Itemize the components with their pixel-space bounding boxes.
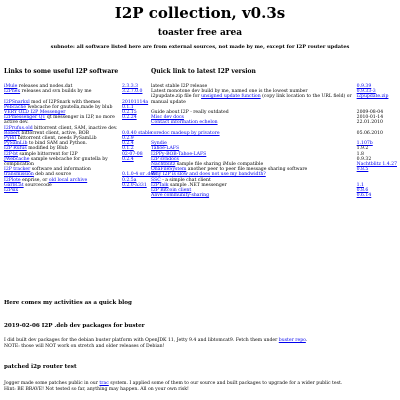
software-info: releases and nodes.dat — [17, 84, 73, 89]
date-text: 2009-08-04 — [356, 110, 384, 116]
software-info: mod of I2PSnark with themes — [29, 99, 101, 105]
version-cell — [357, 94, 397, 104]
quick-link-description — [151, 193, 357, 198]
software-info: deb and source — [33, 172, 72, 178]
quick-link-text: sample .NET messenger — [168, 182, 227, 188]
quick-link[interactable]: SSC — [151, 177, 161, 183]
software-link[interactable]: JWebcache — [4, 156, 30, 162]
version-link[interactable]: 1.1 — [356, 182, 364, 188]
quick-link[interactable]: Syndie — [151, 141, 167, 147]
software-link[interactable]: I2PSnarkxl — [4, 99, 30, 105]
version-link[interactable]: 3.2.7.0.0 — [122, 89, 143, 95]
version-link[interactable]: 0.2.9 — [122, 136, 134, 142]
page-subtitle: toaster free area — [157, 28, 243, 38]
software-link[interactable]: I2P tracker — [4, 167, 31, 173]
software-description — [4, 157, 122, 167]
version-link[interactable]: 0.8.6 — [356, 188, 369, 194]
quick-links-table — [151, 84, 397, 198]
software-link[interactable]: I2P Rufus — [4, 146, 27, 152]
quick-link[interactable]: I2P svndocs — [151, 156, 179, 162]
blog-post-note: Hint: BE BRAVE! Not tested so far, anything may happen. All on your own risk! — [4, 386, 189, 392]
software-info: enprise, or — [20, 177, 49, 183]
quick-link[interactable]: Why I2P is slow and does not use my bandwidth? — [151, 172, 266, 178]
software-info: to bind SAM and Python. — [27, 141, 88, 147]
date-text: 1.9.2 — [356, 146, 369, 152]
quick-link[interactable]: I2PTalk — [151, 182, 169, 188]
quick-link[interactable]: Contact information echelon — [151, 120, 218, 126]
quick-link[interactable]: Alive community-sharing — [151, 193, 210, 199]
software-info: sample bittorrent for I2P — [17, 151, 78, 157]
quick-link-description — [151, 94, 357, 104]
quick-link-text: i2pupdate.zip file for — [151, 94, 202, 100]
blog-post-body — [4, 338, 394, 349]
date-text: 1.8 — [356, 151, 364, 157]
version-link[interactable]: 0.1.0-4 or .deb — [122, 172, 157, 178]
quick-link-text: Guide about I2P - really outdated — [151, 110, 229, 116]
version-link[interactable]: 2.3.3.3 — [122, 84, 139, 89]
version-link[interactable]: 0.2.24 — [122, 115, 137, 121]
quick-link[interactable]: I2PPy-BOB-Tahoe-LAFS — [151, 151, 207, 157]
date-text: 05.06.2010 — [356, 130, 383, 136]
quick-link-text: Latest monotone dev build by me, named one is the lowest number — [151, 89, 308, 95]
blog-post-text: . — [305, 338, 308, 343]
software-info: sample webcache for gnutella by complication — [4, 156, 108, 168]
software-info: qt messenger in I2P, no more active dev. — [4, 115, 115, 126]
version-link[interactable]: 0.0.40 stable — [122, 130, 153, 136]
software-info: releases and svn builds by me — [20, 89, 92, 95]
software-info: modified by Blub — [26, 146, 68, 152]
blog-post-body — [4, 381, 394, 392]
version-link[interactable]: 0.6.14 — [356, 193, 372, 199]
page-title: I2P collection, v0.3s — [114, 4, 286, 22]
quick-link-text: sample file sharing iMule compatible — [175, 162, 264, 168]
left-column-title: Links to some useful I2P software — [4, 68, 119, 75]
blog-post-title: patched i2p router test — [4, 364, 77, 370]
software-info: sourcecode — [23, 182, 52, 188]
software-link[interactable]: I2P-bt — [4, 151, 18, 157]
blog-post-text: Jogger made some patches public in our — [4, 381, 100, 386]
buster-repo-link[interactable]: buster repo — [278, 338, 306, 343]
blog-post-title: 2019-02-06 I2P .deb dev packages for buster — [4, 323, 145, 329]
software-link[interactable]: I2Pmessenger QT — [4, 115, 46, 121]
version-link[interactable]: 0.9.39 — [356, 84, 372, 89]
version-link[interactable]: 02-07-08 — [122, 151, 143, 157]
right-column-title: Quick link to latest I2P version — [151, 68, 256, 75]
version-link[interactable]: 0.2.4 — [122, 156, 134, 162]
version-link[interactable]: 0.2.5a — [122, 177, 137, 183]
trac-link[interactable]: trac — [99, 381, 109, 386]
table-row — [151, 193, 397, 198]
blog-post-text: system. I applied some of them to our source and built packages to upgrade for a wider public test. — [108, 381, 343, 386]
software-link[interactable]: GarliCat — [4, 182, 24, 188]
software-info: bittorrent client, active, BOB — [19, 130, 90, 136]
software-link[interactable]: Robert — [4, 130, 20, 136]
version-link[interactable]: 20101114a — [122, 99, 149, 105]
software-link[interactable]: PyBit — [4, 136, 17, 142]
software-info: webcache for gnutella,made by blub — [26, 104, 113, 110]
blog-post-note: NOTE: those will NOT work on stretch and older releases of Debian! — [4, 343, 165, 349]
version-cell — [357, 193, 397, 198]
software-link[interactable]: PySamLib — [4, 141, 28, 147]
version-link[interactable]: 0.9.33-3 — [356, 89, 376, 95]
date-text: 22.01.2010 — [356, 120, 383, 126]
software-link[interactable]: transmission — [4, 172, 34, 178]
right-column — [151, 68, 397, 198]
software-link[interactable]: I2Plote — [4, 177, 21, 183]
software-description — [4, 115, 122, 125]
software-info: software and information — [30, 167, 91, 173]
quick-link[interactable]: Tahoe-LAFS — [151, 146, 180, 152]
version-link[interactable]: 0.1.1 — [122, 104, 134, 110]
software-link[interactable]: VERY OLD I2P Messenger — [4, 110, 66, 116]
software-description — [4, 188, 122, 193]
version-link[interactable]: 0.1.2 — [122, 146, 134, 152]
quick-link[interactable]: coredoc madeup by privatore — [151, 130, 220, 136]
quick-link[interactable]: OnaFileSystem — [151, 167, 187, 173]
software-link[interactable]: I2Phex — [4, 89, 21, 95]
blog-title: Here comes my activities as a quick blog — [4, 300, 132, 306]
quick-link-text: (copy link location to the URL field) or manual update — [151, 94, 352, 105]
version-link[interactable]: 0.2.15 — [122, 110, 137, 116]
subnote: subnote: all software listed here are from external sources, not made by me, except for I2P router updates — [50, 44, 350, 50]
version-link[interactable]: i2pupdate.zip — [356, 94, 389, 100]
quick-link-text: - a simple chat client — [160, 177, 211, 183]
version-link[interactable]: 0.8.5 — [356, 167, 369, 173]
software-link[interactable]: I2Psix — [4, 188, 19, 194]
version-link[interactable]: 0.2.0-a331 — [122, 182, 147, 188]
archive-link[interactable]: old local archive — [48, 177, 88, 183]
version-link[interactable]: Nachtblitz 1.4.27 — [356, 162, 397, 168]
table-row — [151, 94, 397, 104]
version-link[interactable]: 0.2.4 — [122, 141, 134, 147]
blog-post-text: I did built dev packages for the debian buster platform with OpenJDK 11, Jetty 9.4 and libtomcat9. Fetch them under — [4, 338, 279, 343]
date-text: 0.9.32 — [356, 156, 372, 162]
version-link[interactable]: 1.107b — [356, 141, 373, 147]
quick-link[interactable]: Nachtblitz — [151, 162, 176, 168]
software-link[interactable]: I2Prufus.old — [4, 125, 33, 131]
software-info: bittorrent client, SAM, inactive dev. — [32, 125, 118, 131]
quick-link[interactable]: Misc dev docs — [151, 115, 184, 121]
software-link[interactable]: iMule — [4, 84, 18, 89]
software-link[interactable]: Pebcache — [4, 104, 27, 110]
quick-link[interactable]: unsigned update function — [201, 94, 261, 100]
quick-link[interactable]: I2P Bitcoin client — [151, 188, 192, 194]
quick-link-text: another peer to peer file message sharing software — [186, 167, 308, 173]
date-text: 2010-01-14 — [356, 115, 384, 121]
software-info: bittorrent client, needs PySamLib — [16, 136, 97, 142]
quick-link-text: latest stable I2P release — [151, 84, 208, 89]
